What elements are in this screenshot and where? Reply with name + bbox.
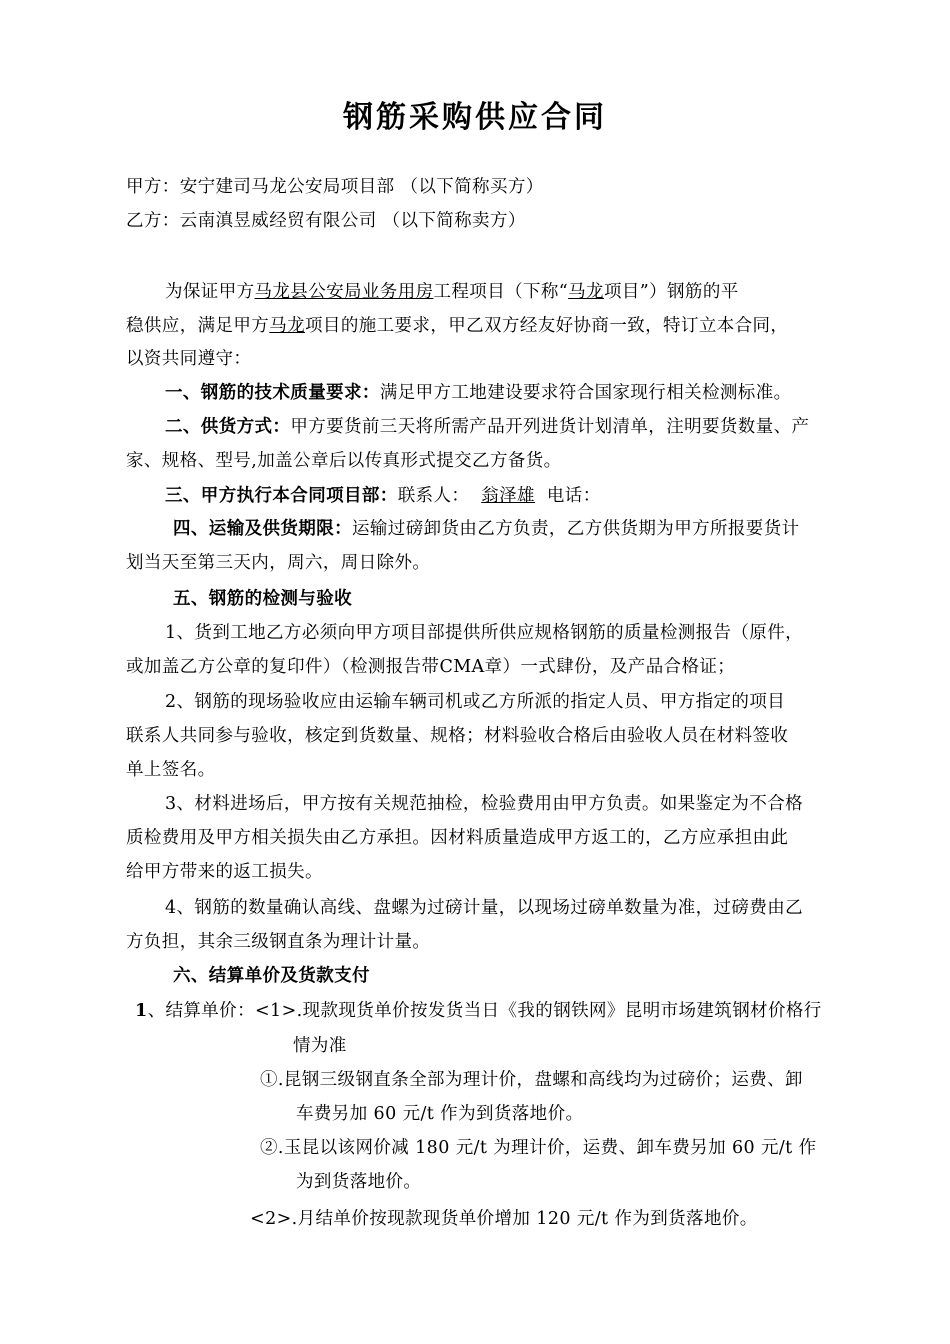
section-4-heading: 四、运输及供货期限：: [173, 519, 352, 539]
intro-text: 工程项目（下称“: [433, 282, 569, 302]
section-3: [165, 485, 601, 507]
item-number: 1: [135, 1001, 148, 1021]
section-5-item-1-cont: 或加盖乙方公章的复印件）（检测报告带CMA章）一式肆份，及产品合格证；: [126, 657, 736, 677]
section-2-text: 甲方要货前三天将所需产品开列进货计划清单，注明要货数量、产: [290, 417, 810, 437]
settlement-sub-1: ①.昆钢三级钢直条全部为理计价，盘螺和高线均为过磅价；运费、卸: [260, 1070, 803, 1090]
project-name: 马龙县公安局业务用房: [254, 282, 434, 302]
intro-line-2: [126, 315, 788, 337]
settlement-price-line: [135, 1000, 822, 1022]
contact-name: 翁泽雄: [481, 486, 535, 506]
section-4-line-2: 划当天至第三天内，周六，周日除外。: [126, 553, 431, 573]
contact-label: 联系人：: [397, 486, 470, 506]
intro-line-3: 以资共同遵守：: [126, 349, 252, 369]
section-5-item-3: 3、材料进场后，甲方按有关规范抽检，检验费用由甲方负责。如果鉴定为不合格: [165, 794, 804, 814]
section-5-item-4: 4、钢筋的数量确认高线、盘螺为过磅计量，以现场过磅单数量为准，过磅费由乙: [165, 898, 804, 918]
intro-text: 项目”）钢筋的平: [603, 282, 739, 302]
section-5-item-2-cont: 联系人共同参与验收，核定到货数量、规格；材料验收合格后由验收人员在材料签收: [126, 726, 789, 746]
section-5-item-1: 1、货到工地乙方必须向甲方项目部提供所供应规格钢筋的质量检测报告（原件，: [165, 623, 804, 643]
intro-line-1: [165, 281, 739, 303]
intro-text: 稳供应，满足甲方: [126, 316, 270, 336]
section-2-line-2: 家、规格、型号,加盖公章后以传真形式提交乙方备货。: [126, 451, 562, 471]
settlement-text: 、结算单价：<1>.现款现货单价按发货当日《我的钢铁网》昆明市场建筑钢材价格行: [147, 1001, 822, 1021]
project-short-name: 马龙: [568, 282, 604, 302]
section-3-heading: 三、甲方执行本合同项目部：: [165, 486, 398, 506]
section-4-text: 运输过磅卸货由乙方负责，乙方供货期为甲方所报要货计: [352, 519, 800, 539]
section-2-line-1: [165, 416, 809, 438]
section-5-item-3-cont: 质检费用及甲方相关损失由乙方承担。因材料质量造成甲方返工的，乙方应承担由此: [126, 828, 789, 848]
phone-label: 电话：: [546, 486, 601, 506]
section-1-text: 满足甲方工地建设要求符合国家现行相关检测标准。: [379, 383, 792, 403]
settlement-sub-2-cont: 为到货落地价。: [296, 1172, 422, 1192]
settlement-sub-1-cont: 车费另加 60 元/t 作为到货落地价。: [296, 1104, 584, 1124]
party-a: 甲方：安宁建司马龙公安局项目部 （以下简称买方）: [126, 177, 544, 197]
settlement-sub-2: ②.玉昆以该网价减 180 元/t 为理计价，运费、卸车费另加 60 元/t 作: [260, 1138, 817, 1158]
project-short-name: 马龙: [269, 316, 306, 336]
party-b: 乙方：云南滇昱威经贸有限公司 （以下简称卖方）: [126, 211, 526, 231]
document-title: 钢筋采购供应合同: [343, 100, 607, 135]
section-6-heading: 六、结算单价及货款支付: [173, 966, 370, 986]
section-2-heading: 二、供货方式：: [165, 417, 291, 437]
section-5-item-3-cont: 给甲方带来的返工损失。: [126, 862, 323, 882]
section-5-item-4-cont: 方负担，其余三级钢直条为理计计量。: [126, 932, 431, 952]
section-5-item-2: 2、钢筋的现场验收应由运输车辆司机或乙方所派的指定人员、甲方指定的项目: [165, 692, 786, 712]
section-5-item-2-cont: 单上签名。: [126, 760, 216, 780]
monthly-settlement: <2>.月结单价按现款现货单价增加 120 元/t 作为到货落地价。: [250, 1209, 758, 1229]
settlement-text-cont: 情为准: [293, 1036, 347, 1056]
section-4-line-1: [173, 518, 800, 540]
section-5-heading: 五、钢筋的检测与验收: [173, 589, 352, 609]
intro-text: 项目的施工要求，甲乙双方经友好协商一致，特订立本合同，: [305, 316, 789, 336]
intro-text: 为保证甲方: [165, 282, 255, 302]
section-1: [165, 382, 792, 404]
section-1-heading: 一、钢筋的技术质量要求：: [165, 383, 380, 403]
